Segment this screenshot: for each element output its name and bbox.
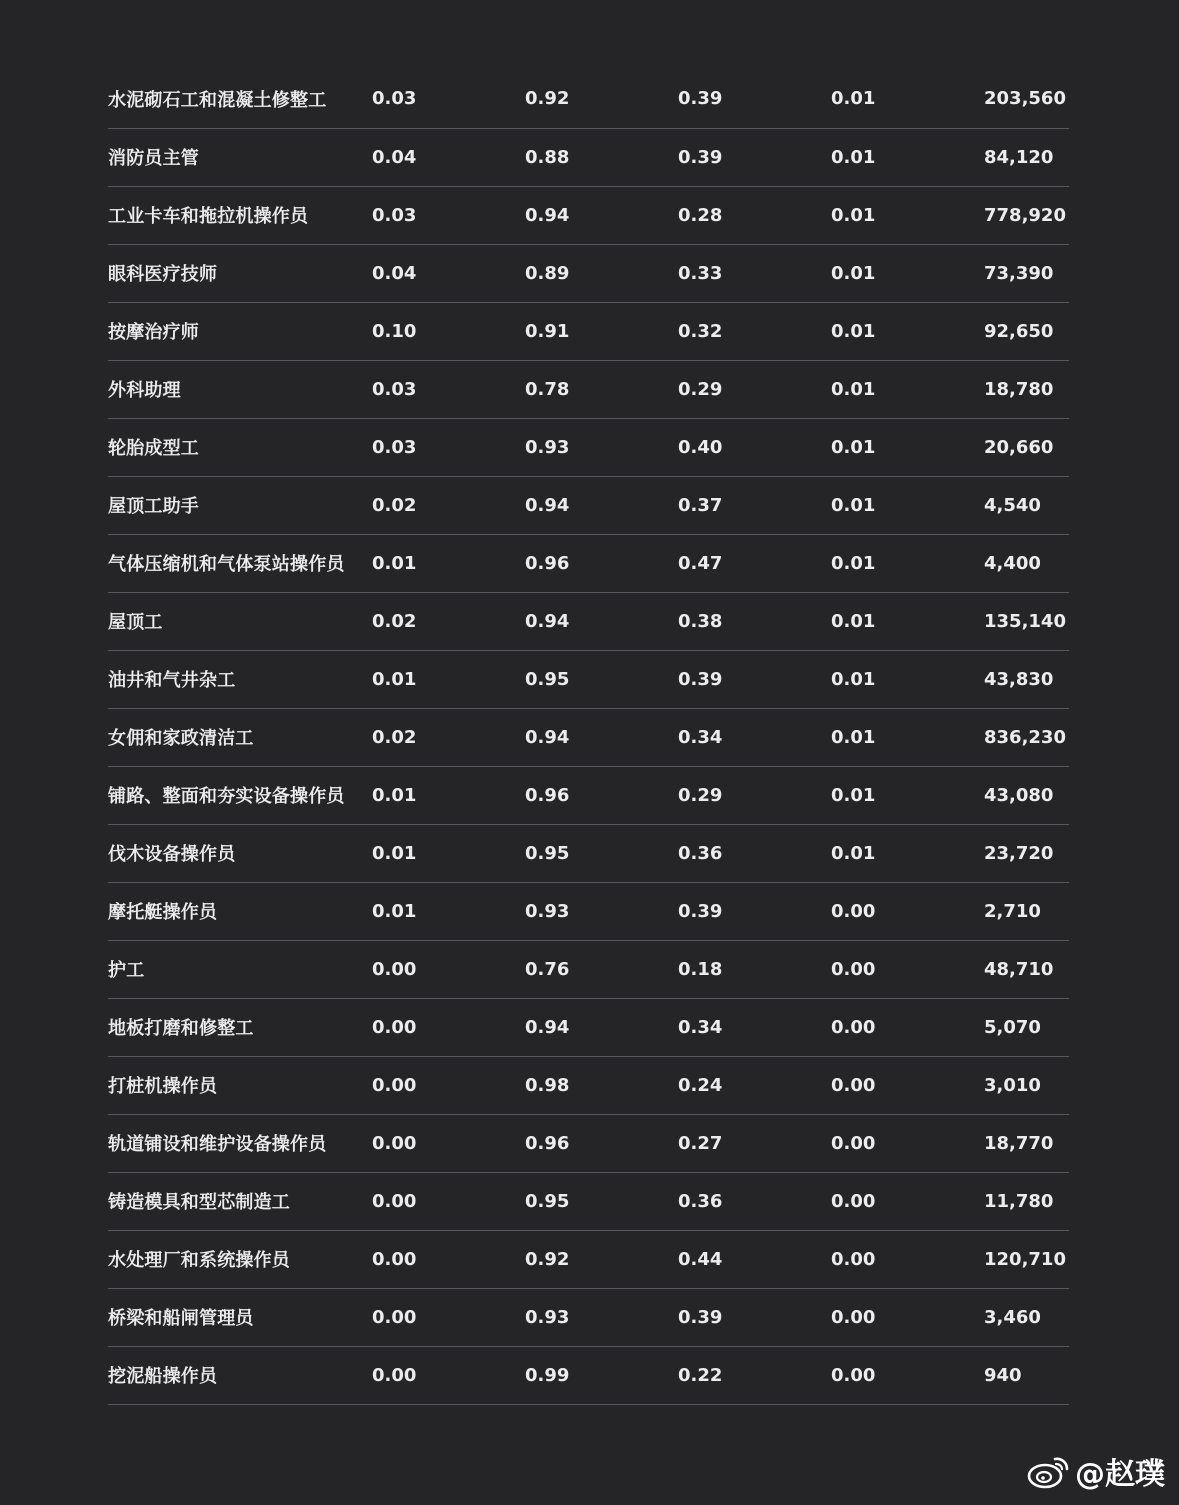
value-col-1-cell: 0.00 (372, 1016, 417, 1038)
value-col-2-cell: 0.93 (525, 1306, 570, 1328)
value-col-5-cell: 778,920 (984, 204, 1066, 226)
value-col-2-cell: 0.78 (525, 378, 570, 400)
occupation-name-cell: 挖泥船操作员 (108, 1366, 218, 1387)
table-row (108, 824, 1069, 882)
value-col-4-cell: 0.01 (831, 784, 876, 806)
value-col-2-cell: 0.95 (525, 1190, 570, 1212)
occupation-name-cell: 水泥砌石工和混凝土修整工 (108, 89, 327, 111)
occupation-name-cell: 轨道铺设和维护设备操作员 (108, 1134, 327, 1155)
table-row (108, 302, 1069, 360)
value-col-4-cell: 0.00 (831, 1190, 876, 1212)
occupation-name-cell: 消防员主管 (108, 148, 199, 169)
value-col-1-cell: 0.03 (372, 88, 417, 110)
value-col-4-cell: 0.00 (831, 1016, 876, 1038)
value-col-2-cell: 0.96 (525, 1132, 570, 1154)
table-row (108, 1114, 1069, 1172)
value-col-5-cell: 3,460 (984, 1306, 1041, 1328)
value-col-1-cell: 0.02 (372, 610, 417, 632)
value-col-1-cell: 0.01 (372, 784, 417, 806)
table-row (108, 650, 1069, 708)
table-row (108, 360, 1069, 418)
value-col-4-cell: 0.01 (831, 88, 876, 110)
value-col-5-cell: 18,770 (984, 1132, 1054, 1154)
value-col-2-cell: 0.94 (525, 726, 570, 748)
occupation-name-cell: 水处理厂和系统操作员 (108, 1250, 290, 1271)
value-col-2-cell: 0.92 (525, 1248, 570, 1270)
occupation-name-cell: 油井和气井杂工 (108, 670, 236, 691)
value-col-1-cell: 0.00 (372, 1248, 417, 1270)
watermark (1027, 1449, 1165, 1493)
value-col-2-cell: 0.98 (525, 1074, 570, 1096)
value-col-1-cell: 0.01 (372, 900, 417, 922)
table-row (108, 998, 1069, 1056)
table-row (108, 418, 1069, 476)
value-col-5-cell: 92,650 (984, 320, 1054, 342)
value-col-2-cell: 0.94 (525, 1016, 570, 1038)
value-col-5-cell: 48,710 (984, 958, 1054, 980)
value-col-2-cell: 0.88 (525, 146, 570, 168)
value-col-4-cell: 0.01 (831, 436, 876, 458)
table-row (108, 708, 1069, 766)
value-col-1-cell: 0.10 (372, 320, 417, 342)
value-col-2-cell: 0.95 (525, 668, 570, 690)
value-col-2-cell: 0.91 (525, 320, 570, 342)
value-col-1-cell: 0.01 (372, 842, 417, 864)
value-col-3-cell: 0.39 (678, 668, 723, 690)
value-col-5-cell: 4,400 (984, 552, 1041, 574)
occupation-name-cell: 按摩治疗师 (108, 322, 199, 343)
value-col-3-cell: 0.33 (678, 262, 723, 284)
value-col-5-cell: 43,080 (984, 784, 1054, 806)
value-col-5-cell: 940 (984, 1364, 1022, 1386)
table-row (108, 70, 1069, 128)
table-row (108, 476, 1069, 534)
value-col-4-cell: 0.00 (831, 1306, 876, 1328)
table-row (108, 1172, 1069, 1230)
value-col-3-cell: 0.36 (678, 842, 723, 864)
value-col-1-cell: 0.00 (372, 1132, 417, 1154)
value-col-4-cell: 0.01 (831, 552, 876, 574)
table-row (108, 534, 1069, 592)
value-col-3-cell: 0.29 (678, 784, 723, 806)
occupation-name-cell: 伐木设备操作员 (108, 844, 236, 865)
value-col-5-cell: 120,710 (984, 1248, 1066, 1270)
occupation-name-cell: 摩托艇操作员 (108, 902, 218, 923)
value-col-5-cell: 4,540 (984, 494, 1041, 516)
table-row (108, 186, 1069, 244)
value-col-3-cell: 0.28 (678, 204, 723, 226)
value-col-1-cell: 0.04 (372, 262, 417, 284)
value-col-3-cell: 0.29 (678, 378, 723, 400)
value-col-4-cell: 0.01 (831, 842, 876, 864)
value-col-5-cell: 20,660 (984, 436, 1054, 458)
value-col-1-cell: 0.00 (372, 1364, 417, 1386)
value-col-3-cell: 0.32 (678, 320, 723, 342)
value-col-3-cell: 0.27 (678, 1132, 723, 1154)
table-row (108, 1288, 1069, 1346)
value-col-5-cell: 135,140 (984, 610, 1066, 632)
value-col-2-cell: 0.76 (525, 958, 570, 980)
table-row (108, 940, 1069, 998)
value-col-4-cell: 0.01 (831, 610, 876, 632)
value-col-1-cell: 0.01 (372, 668, 417, 690)
table-row (108, 592, 1069, 650)
table-row (108, 882, 1069, 940)
watermark-text: @赵璞 (1075, 1457, 1165, 1492)
value-col-2-cell: 0.94 (525, 610, 570, 632)
value-col-4-cell: 0.01 (831, 494, 876, 516)
value-col-1-cell: 0.00 (372, 958, 417, 980)
value-col-3-cell: 0.39 (678, 900, 723, 922)
value-col-4-cell: 0.01 (831, 146, 876, 168)
value-col-2-cell: 0.96 (525, 552, 570, 574)
value-col-3-cell: 0.24 (678, 1074, 723, 1096)
table-row (108, 1346, 1069, 1404)
value-col-5-cell: 2,710 (984, 900, 1041, 922)
value-col-2-cell: 0.92 (525, 88, 570, 110)
value-col-4-cell: 0.01 (831, 726, 876, 748)
value-col-3-cell: 0.44 (678, 1248, 723, 1270)
value-col-3-cell: 0.34 (678, 1016, 723, 1038)
occupation-name-cell: 气体压缩机和气体泵站操作员 (108, 554, 345, 575)
weibo-icon (1027, 1453, 1071, 1489)
value-col-4-cell: 0.01 (831, 378, 876, 400)
value-col-3-cell: 0.39 (678, 1306, 723, 1328)
value-col-4-cell: 0.00 (831, 1074, 876, 1096)
data-table-container (108, 70, 1069, 1405)
value-col-3-cell: 0.47 (678, 552, 723, 574)
value-col-1-cell: 0.04 (372, 146, 417, 168)
occupation-name-cell: 屋顶工助手 (108, 496, 199, 517)
table-body (108, 70, 1069, 1404)
value-col-3-cell: 0.34 (678, 726, 723, 748)
value-col-1-cell: 0.01 (372, 552, 417, 574)
occupation-name-cell: 桥梁和船闸管理员 (108, 1308, 254, 1329)
occupation-name-cell: 打桩机操作员 (108, 1076, 218, 1097)
value-col-4-cell: 0.01 (831, 204, 876, 226)
value-col-3-cell: 0.36 (678, 1190, 723, 1212)
occupation-name-cell: 铸造模具和型芯制造工 (108, 1192, 290, 1213)
value-col-2-cell: 0.96 (525, 784, 570, 806)
value-col-2-cell: 0.95 (525, 842, 570, 864)
occupation-name-cell: 护工 (108, 960, 145, 981)
value-col-4-cell: 0.01 (831, 320, 876, 342)
value-col-5-cell: 11,780 (984, 1190, 1054, 1212)
value-col-1-cell: 0.03 (372, 378, 417, 400)
value-col-3-cell: 0.18 (678, 958, 723, 980)
value-col-2-cell: 0.94 (525, 204, 570, 226)
value-col-2-cell: 0.89 (525, 262, 570, 284)
value-col-1-cell: 0.00 (372, 1190, 417, 1212)
table-row (108, 1230, 1069, 1288)
value-col-5-cell: 836,230 (984, 726, 1066, 748)
table-row (108, 128, 1069, 186)
value-col-1-cell: 0.03 (372, 204, 417, 226)
value-col-5-cell: 3,010 (984, 1074, 1041, 1096)
value-col-4-cell: 0.00 (831, 1132, 876, 1154)
occupation-name-cell: 眼科医疗技师 (108, 264, 218, 285)
value-col-3-cell: 0.38 (678, 610, 723, 632)
table-row (108, 766, 1069, 824)
value-col-5-cell: 84,120 (984, 146, 1054, 168)
value-col-1-cell: 0.00 (372, 1074, 417, 1096)
value-col-1-cell: 0.02 (372, 494, 417, 516)
data-table (108, 70, 1069, 1405)
value-col-3-cell: 0.22 (678, 1364, 723, 1386)
value-col-5-cell: 23,720 (984, 842, 1054, 864)
table-row (108, 244, 1069, 302)
value-col-1-cell: 0.02 (372, 726, 417, 748)
value-col-4-cell: 0.00 (831, 958, 876, 980)
occupation-name-cell: 轮胎成型工 (108, 438, 199, 459)
occupation-name-cell: 女佣和家政清洁工 (108, 728, 254, 749)
value-col-4-cell: 0.00 (831, 1364, 876, 1386)
value-col-5-cell: 43,830 (984, 668, 1054, 690)
occupation-name-cell: 地板打磨和修整工 (108, 1018, 254, 1039)
value-col-2-cell: 0.94 (525, 494, 570, 516)
value-col-3-cell: 0.40 (678, 436, 723, 458)
value-col-4-cell: 0.01 (831, 262, 876, 284)
value-col-5-cell: 73,390 (984, 262, 1054, 284)
value-col-5-cell: 5,070 (984, 1016, 1041, 1038)
value-col-5-cell: 203,560 (984, 88, 1066, 110)
value-col-3-cell: 0.37 (678, 494, 723, 516)
occupation-name-cell: 外科助理 (108, 380, 181, 401)
value-col-2-cell: 0.99 (525, 1364, 570, 1386)
value-col-5-cell: 18,780 (984, 378, 1054, 400)
value-col-4-cell: 0.01 (831, 668, 876, 690)
occupation-name-cell: 工业卡车和拖拉机操作员 (108, 206, 309, 227)
value-col-4-cell: 0.00 (831, 1248, 876, 1270)
table-row (108, 1056, 1069, 1114)
value-col-1-cell: 0.03 (372, 436, 417, 458)
value-col-3-cell: 0.39 (678, 146, 723, 168)
occupation-name-cell: 屋顶工 (108, 612, 163, 633)
value-col-2-cell: 0.93 (525, 436, 570, 458)
value-col-4-cell: 0.00 (831, 900, 876, 922)
value-col-3-cell: 0.39 (678, 88, 723, 110)
value-col-2-cell: 0.93 (525, 900, 570, 922)
occupation-name-cell: 铺路、整面和夯实设备操作员 (108, 786, 345, 807)
value-col-1-cell: 0.00 (372, 1306, 417, 1328)
